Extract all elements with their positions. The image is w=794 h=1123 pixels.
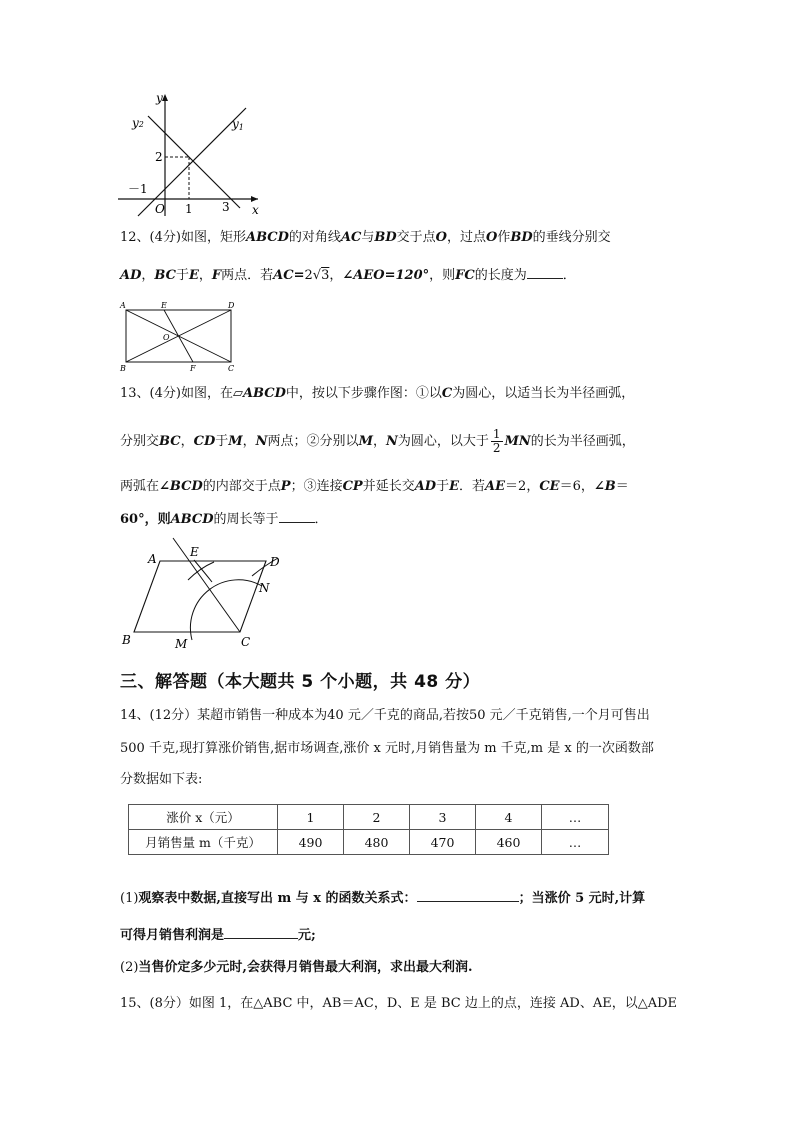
y1-label: y1: [232, 117, 244, 132]
tick-1: 1: [185, 202, 193, 216]
fraction-half: $\frac{1}{2}$: [492, 427, 501, 455]
label-A: A: [120, 301, 126, 310]
table-header-cell: 月销售量 m（千克）: [129, 830, 278, 855]
linear-functions-graph: [118, 88, 268, 220]
q12-line1: 12、(4分)如图，矩形ABCD的对角线AC与BD交于点O，过点O作BD的垂线分别交: [120, 230, 611, 245]
x-axis-label: x: [252, 203, 259, 217]
label-A: A: [148, 552, 157, 566]
table-cell: 490: [278, 830, 344, 855]
q13-line4: 60°，则ABCD的周长等于 ．: [120, 509, 328, 529]
q14-profit-blank[interactable]: [224, 925, 298, 939]
sub-question-number: (2): [120, 960, 139, 975]
q13-line3: 两弧在∠BCD的内部交于点P；③连接CP并延长交AD于E．若AE＝2，CE＝6，∠B＝: [120, 479, 629, 494]
q12-line2: AD，BC于E，F两点．若AC=2√3，∠AEO=120°，则FC的长度为 ．: [120, 265, 576, 285]
tick-3: 3: [222, 200, 230, 214]
tick-neg1: －1: [128, 182, 148, 196]
table-cell: …: [542, 805, 609, 830]
table-cell: 4: [476, 805, 542, 830]
label-M: M: [175, 637, 188, 651]
table-row: [129, 830, 609, 855]
label-D: D: [270, 555, 280, 569]
label-E: E: [190, 545, 199, 559]
label-F: F: [190, 364, 196, 373]
label-O: O: [163, 333, 170, 342]
q12-answer-blank[interactable]: [527, 265, 563, 279]
label-E: E: [161, 301, 167, 310]
label-N: N: [259, 581, 270, 595]
table-cell: 460: [476, 830, 542, 855]
table-cell: 3: [410, 805, 476, 830]
q13-line1: 13、(4分)如图，在▱ABCD中，按以下步骤作图：①以C为圆心，以适当长为半径画弧，: [120, 386, 635, 401]
q13-answer-blank[interactable]: [279, 509, 315, 523]
q14-sub1-line2: 可得月销售利润是 元;: [120, 925, 316, 945]
q14-function-blank[interactable]: [417, 888, 519, 902]
table-header-cell: 涨价 x（元）: [129, 805, 278, 830]
q13-line2: 分别交BC，CD于M，N两点；②分别以M，N为圆心，以大于 $\frac{1}{2}$ MN的长为半径画弧，: [120, 427, 635, 455]
label-D: D: [228, 301, 235, 310]
q14-line3: 分数据如下表:: [120, 772, 203, 787]
y2-label: y2: [132, 116, 144, 130]
q14-sub2: (2)当售价定多少元时,会获得月销售最大利润，求出最大利润.: [120, 960, 473, 975]
q14-line2: 500 千克,现打算涨价销售,据市场调查,涨价 x 元时,月销售量为 m 千克,m 是 x 的一次函数部: [120, 741, 654, 756]
parallelogram-figure: [118, 536, 298, 656]
table-cell: …: [542, 830, 609, 855]
q13-number: 13、(4分): [120, 386, 181, 401]
tick-2: 2: [155, 150, 163, 164]
label-C: C: [228, 364, 235, 373]
label-B: B: [120, 364, 126, 373]
table-cell: 2: [344, 805, 410, 830]
q15-line1: 15、(8分）如图 1，在△ABC 中，AB＝AC，D、E 是 BC 边上的点，连接 AD、AE，以△ADE: [120, 996, 677, 1011]
table-row: [129, 805, 609, 830]
label-B: B: [122, 633, 131, 647]
table-cell: 1: [278, 805, 344, 830]
q12-number: 12、(4分): [120, 230, 181, 245]
label-C: C: [241, 635, 251, 649]
y-axis-label: y: [156, 91, 163, 105]
table-cell: 470: [410, 830, 476, 855]
price-sales-table: [128, 804, 609, 855]
sub-question-number: (1): [120, 891, 139, 906]
sqrt-symbol: √: [312, 268, 322, 283]
origin-label: O: [155, 202, 165, 216]
table-cell: 480: [344, 830, 410, 855]
q14-sub1-line1: (1)观察表中数据,直接写出 m 与 x 的函数关系式： ；当涨价 5 元时,计算: [120, 888, 645, 908]
rectangle-figure: [118, 298, 244, 374]
section-heading: 三、解答题（本大题共 5 个小题，共 48 分）: [120, 672, 481, 692]
q14-line1: 14、(12分）某超市销售一种成本为40 元／千克的商品,若按50 元／千克销售,一个月可售出: [120, 708, 650, 723]
